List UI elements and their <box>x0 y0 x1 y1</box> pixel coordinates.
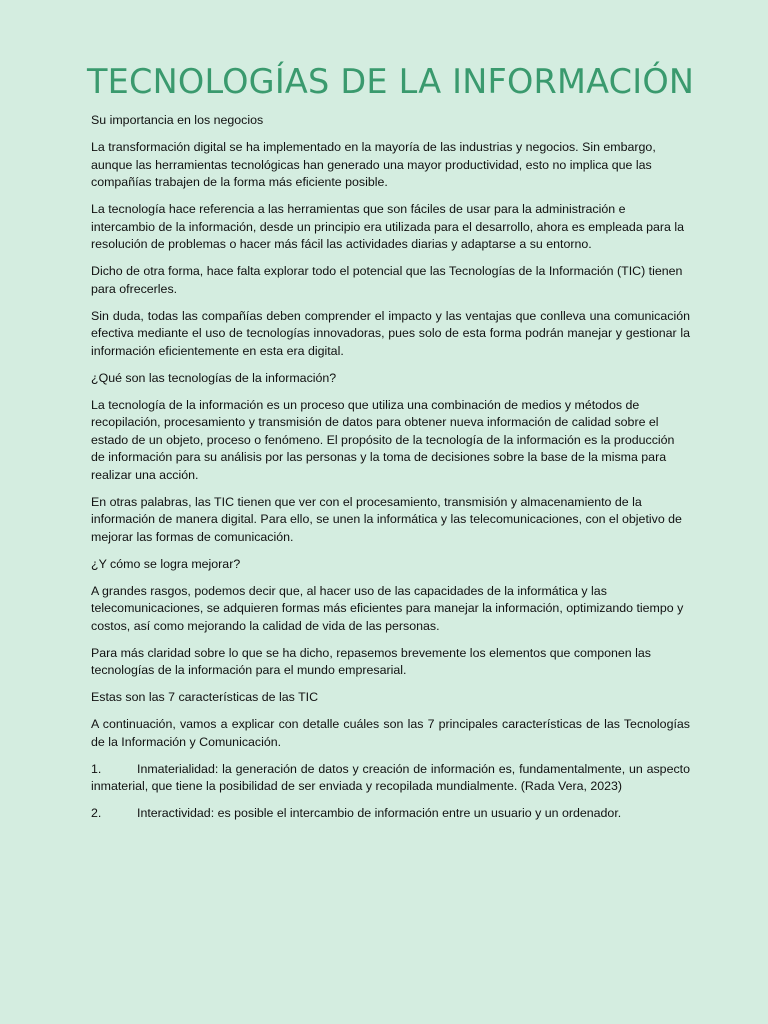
paragraph: La transformación digital se ha implementado en la mayoría de las industrias y negocios. Sin embargo, aunque las herramientas tecnológicas han generado una mayor productividad, esto no implica que las compañías trabajen de la forma más eficiente posible. <box>91 140 656 189</box>
paragraph: Sin duda, todas las compañías deben comprender el impacto y las ventajas que conlleva una comunicación efectiva mediante el uso de tecnologías innovadoras, pues solo de esta forma podrán manejar y gestionar la información eficientemente en esta era digital. <box>91 308 690 358</box>
document-body <box>91 112 690 823</box>
list-item <box>91 761 690 796</box>
list-item-text: Interactividad: es posible el intercambio de información entre un usuario y un ordenador. <box>137 806 622 820</box>
paragraph: Dicho de otra forma, hace falta explorar todo el potencial que las Tecnologías de la Información (TIC) tienen para ofrecerles. <box>91 264 683 296</box>
list-item <box>91 805 690 823</box>
paragraph: A grandes rasgos, podemos decir que, al hacer uso de las capacidades de la informática y las telecomunicaciones, se adquieren formas más eficientes para manejar la información, optimizando tiempo y costos, así como mejorando la calidad de vida de las personas. <box>91 583 684 633</box>
paragraph: La tecnología hace referencia a las herramientas que son fáciles de usar para la administración e intercambio de la información, desde un principio era utilizada para el desarrollo, ahora es empleada para la resolución de problemas o hacer más fácil las actividades diarias y adaptarse a su entorno. <box>91 202 685 251</box>
section-subtitle: Su importancia en los negocios <box>91 113 264 127</box>
list-item-text: Inmaterialidad: la generación de datos y creación de información es, fundamentalmente, un aspecto inmaterial, que tiene la posibilidad de ser enviada y recopilada mundialmente. (Rada Vera, 2023) <box>91 761 690 793</box>
paragraph: A continuación, vamos a explicar con detalle cuáles son las 7 principales características de las Tecnologías de la Información y Comunicación. <box>91 717 690 749</box>
list-item-number: 1. <box>91 761 102 776</box>
document-title: TECNOLOGÍAS DE LA INFORMACIÓN <box>87 62 695 101</box>
section-heading: Estas son las 7 características de las TIC <box>91 690 319 704</box>
paragraph: Para más claridad sobre lo que se ha dicho, repasemos brevemente los elementos que componen las tecnologías de la información para el mundo empresarial. <box>91 645 651 677</box>
paragraph: La tecnología de la información es un proceso que utiliza una combinación de medios y métodos de recopilación, procesamiento y transmisión de datos para obtener nueva información de calidad sobre el estado de un objeto, proceso o fenómeno. El propósito de la tecnología de la información es la producción de información para su análisis por las personas y la toma de decisiones sobre la base de la misma para realizar una acción. <box>91 397 675 482</box>
section-heading: ¿Y cómo se logra mejorar? <box>91 556 241 571</box>
list-item-number: 2. <box>91 806 102 820</box>
section-heading: ¿Qué son las tecnologías de la información? <box>91 370 337 385</box>
paragraph: En otras palabras, las TIC tienen que ver con el procesamiento, transmisión y almacenamiento de la información de manera digital. Para ello, se unen la informática y las telecomunicaciones, con el objetivo de mejorar las formas de comunicación. <box>91 494 682 544</box>
